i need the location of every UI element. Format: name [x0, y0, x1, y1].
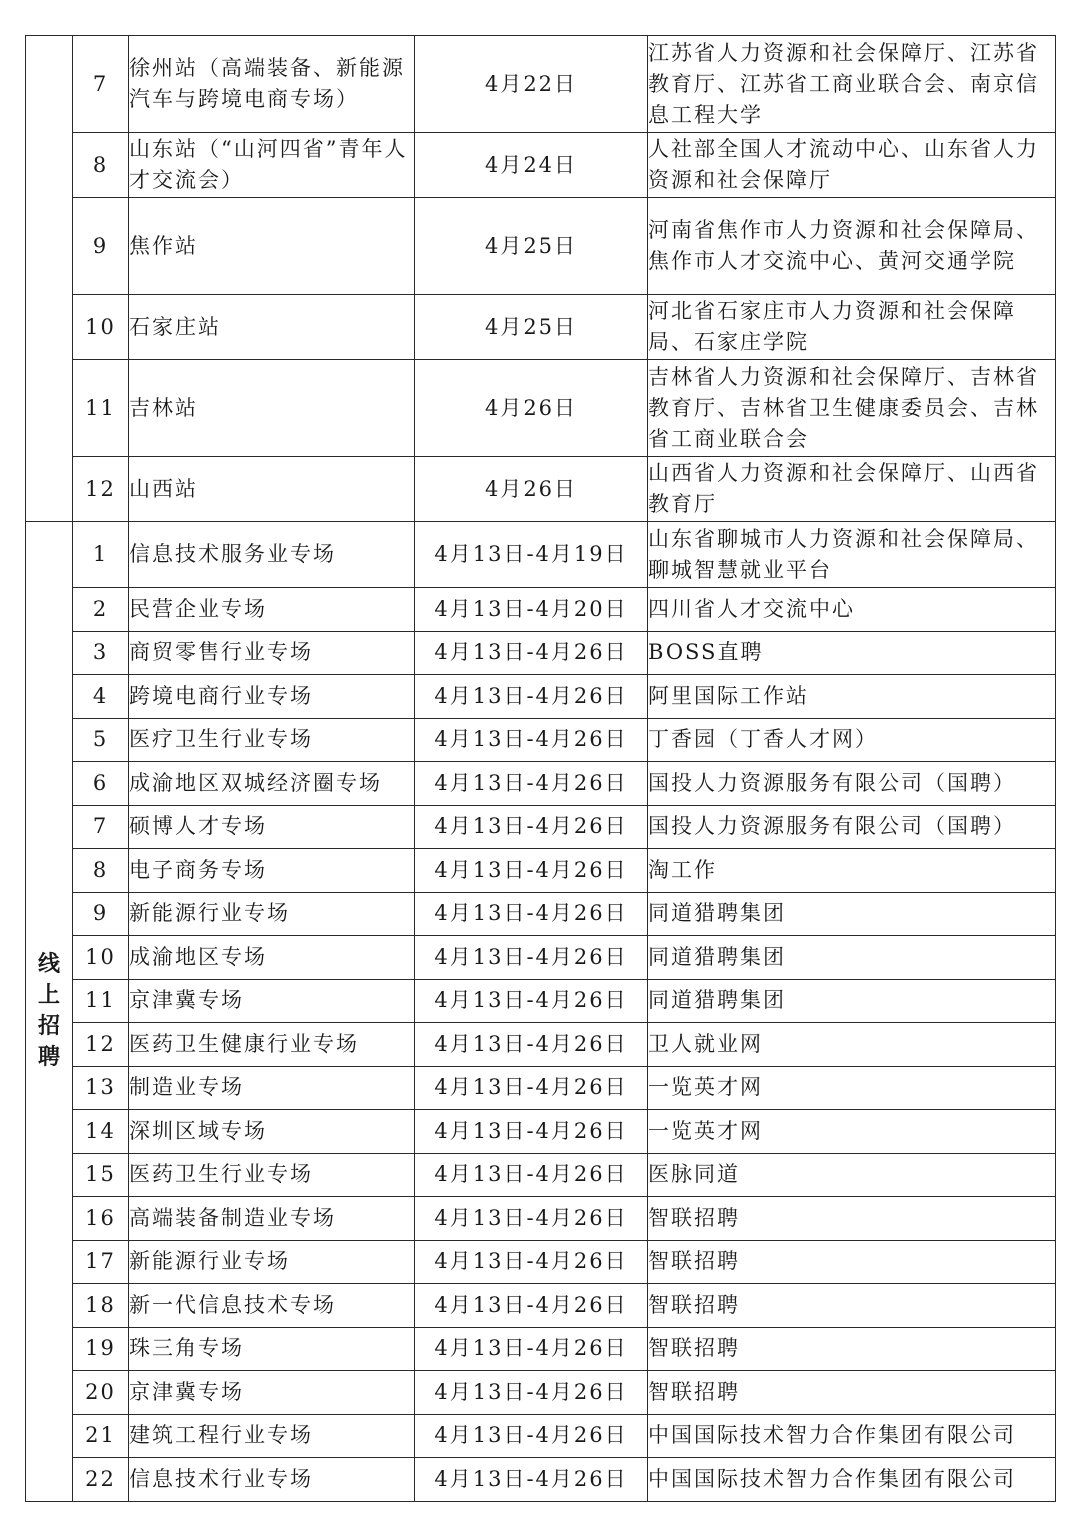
row-number: 11	[73, 979, 129, 1023]
event-date: 4月13日-4月26日	[415, 849, 648, 893]
event-date: 4月13日-4月26日	[415, 1327, 648, 1371]
table-row	[26, 1284, 1056, 1328]
event-date: 4月25日	[415, 295, 648, 360]
row-number: 17	[73, 1240, 129, 1284]
event-name: 医药卫生健康行业专场	[129, 1023, 415, 1067]
organizer: 吉林省人力资源和社会保障厅、吉林省教育厅、吉林省卫生健康委员会、吉林省工商业联合会	[648, 360, 1056, 457]
event-date: 4月13日-4月26日	[415, 805, 648, 849]
event-name: 商贸零售行业专场	[129, 631, 415, 675]
table-row	[26, 1371, 1056, 1415]
table-row	[26, 1458, 1056, 1502]
table-row	[26, 588, 1056, 632]
event-date: 4月13日-4月26日	[415, 892, 648, 936]
event-date: 4月13日-4月26日	[415, 631, 648, 675]
event-date: 4月13日-4月26日	[415, 1110, 648, 1154]
event-date: 4月13日-4月26日	[415, 1414, 648, 1458]
event-date: 4月13日-4月19日	[415, 522, 648, 588]
event-date: 4月13日-4月26日	[415, 718, 648, 762]
event-name: 建筑工程行业专场	[129, 1414, 415, 1458]
event-date: 4月13日-4月26日	[415, 979, 648, 1023]
organizer: 山西省人力资源和社会保障厅、山西省教育厅	[648, 457, 1056, 522]
category-cell	[26, 36, 73, 522]
table-row	[26, 892, 1056, 936]
event-date: 4月22日	[415, 36, 648, 133]
event-name: 医疗卫生行业专场	[129, 718, 415, 762]
organizer: 中国国际技术智力合作集团有限公司	[648, 1458, 1056, 1502]
table-row	[26, 1414, 1056, 1458]
table-row	[26, 805, 1056, 849]
event-name: 新能源行业专场	[129, 892, 415, 936]
organizer: 智联招聘	[648, 1284, 1056, 1328]
event-name: 成渝地区双城经济圈专场	[129, 762, 415, 806]
event-name: 徐州站（高端装备、新能源汽车与跨境电商专场）	[129, 36, 415, 133]
event-name: 成渝地区专场	[129, 936, 415, 980]
event-name: 石家庄站	[129, 295, 415, 360]
event-name: 医药卫生行业专场	[129, 1153, 415, 1197]
table-row	[26, 979, 1056, 1023]
table-row	[26, 1327, 1056, 1371]
row-number: 9	[73, 892, 129, 936]
event-date: 4月13日-4月26日	[415, 762, 648, 806]
event-date: 4月13日-4月26日	[415, 1023, 648, 1067]
table-row	[26, 1110, 1056, 1154]
organizer: 中国国际技术智力合作集团有限公司	[648, 1414, 1056, 1458]
organizer: 丁香园（丁香人才网）	[648, 718, 1056, 762]
row-number: 12	[73, 1023, 129, 1067]
organizer: 四川省人才交流中心	[648, 588, 1056, 632]
table-row	[26, 762, 1056, 806]
organizer: 山东省聊城市人力资源和社会保障局、聊城智慧就业平台	[648, 522, 1056, 588]
recruitment-schedule-table	[25, 35, 1056, 1502]
event-name: 山西站	[129, 457, 415, 522]
organizer: 同道猎聘集团	[648, 936, 1056, 980]
category-cell	[26, 522, 73, 1502]
row-number: 6	[73, 762, 129, 806]
organizer: 江苏省人力资源和社会保障厅、江苏省教育厅、江苏省工商业联合会、南京信息工程大学	[648, 36, 1056, 133]
organizer: 医脉同道	[648, 1153, 1056, 1197]
row-number: 20	[73, 1371, 129, 1415]
row-number: 2	[73, 588, 129, 632]
table-row	[26, 522, 1056, 588]
event-date: 4月13日-4月26日	[415, 675, 648, 719]
event-name: 珠三角专场	[129, 1327, 415, 1371]
event-name: 焦作站	[129, 198, 415, 295]
organizer: 智联招聘	[648, 1327, 1056, 1371]
event-name: 信息技术行业专场	[129, 1458, 415, 1502]
table-row	[26, 1066, 1056, 1110]
organizer: 人社部全国人才流动中心、山东省人力资源和社会保障厅	[648, 133, 1056, 198]
organizer: 一览英才网	[648, 1066, 1056, 1110]
organizer: 阿里国际工作站	[648, 675, 1056, 719]
row-number: 21	[73, 1414, 129, 1458]
table-row	[26, 1197, 1056, 1241]
row-number: 5	[73, 718, 129, 762]
row-number: 14	[73, 1110, 129, 1154]
row-number: 8	[73, 849, 129, 893]
table-row	[26, 675, 1056, 719]
organizer: 河北省石家庄市人力资源和社会保障局、石家庄学院	[648, 295, 1056, 360]
row-number: 16	[73, 1197, 129, 1241]
event-date: 4月13日-4月26日	[415, 1284, 648, 1328]
table-row	[26, 718, 1056, 762]
row-number: 22	[73, 1458, 129, 1502]
event-name: 吉林站	[129, 360, 415, 457]
organizer: 国投人力资源服务有限公司（国聘）	[648, 805, 1056, 849]
row-number: 19	[73, 1327, 129, 1371]
event-date: 4月13日-4月26日	[415, 1371, 648, 1415]
event-date: 4月25日	[415, 198, 648, 295]
table-row	[26, 133, 1056, 198]
organizer: 同道猎聘集团	[648, 892, 1056, 936]
event-name: 京津冀专场	[129, 1371, 415, 1415]
category-label: 线上招聘	[37, 951, 60, 1071]
organizer: 智联招聘	[648, 1371, 1056, 1415]
table-row	[26, 360, 1056, 457]
row-number: 3	[73, 631, 129, 675]
organizer: 智联招聘	[648, 1197, 1056, 1241]
event-name: 高端装备制造业专场	[129, 1197, 415, 1241]
organizer: 河南省焦作市人力资源和社会保障局、焦作市人才交流中心、黄河交通学院	[648, 198, 1056, 295]
event-name: 新能源行业专场	[129, 1240, 415, 1284]
event-name: 制造业专场	[129, 1066, 415, 1110]
event-name: 新一代信息技术专场	[129, 1284, 415, 1328]
row-number: 15	[73, 1153, 129, 1197]
event-date: 4月13日-4月20日	[415, 588, 648, 632]
organizer: BOSS直聘	[648, 631, 1056, 675]
table-row	[26, 1153, 1056, 1197]
table-row	[26, 295, 1056, 360]
row-number: 4	[73, 675, 129, 719]
table-row	[26, 1240, 1056, 1284]
event-name: 深圳区域专场	[129, 1110, 415, 1154]
event-date: 4月13日-4月26日	[415, 936, 648, 980]
row-number: 9	[73, 198, 129, 295]
table-row	[26, 849, 1056, 893]
organizer: 淘工作	[648, 849, 1056, 893]
event-date: 4月24日	[415, 133, 648, 198]
event-name: 信息技术服务业专场	[129, 522, 415, 588]
table-row	[26, 631, 1056, 675]
row-number: 18	[73, 1284, 129, 1328]
organizer: 一览英才网	[648, 1110, 1056, 1154]
row-number: 10	[73, 295, 129, 360]
event-date: 4月26日	[415, 360, 648, 457]
event-date: 4月13日-4月26日	[415, 1066, 648, 1110]
event-name: 京津冀专场	[129, 979, 415, 1023]
event-name: 电子商务专场	[129, 849, 415, 893]
row-number: 1	[73, 522, 129, 588]
organizer: 国投人力资源服务有限公司（国聘）	[648, 762, 1056, 806]
row-number: 12	[73, 457, 129, 522]
event-name: 跨境电商行业专场	[129, 675, 415, 719]
organizer: 智联招聘	[648, 1240, 1056, 1284]
row-number: 8	[73, 133, 129, 198]
event-name: 山东站（“山河四省”青年人才交流会）	[129, 133, 415, 198]
organizer: 卫人就业网	[648, 1023, 1056, 1067]
organizer: 同道猎聘集团	[648, 979, 1056, 1023]
row-number: 10	[73, 936, 129, 980]
table-row	[26, 936, 1056, 980]
table-row	[26, 457, 1056, 522]
row-number: 7	[73, 805, 129, 849]
row-number: 7	[73, 36, 129, 133]
event-date: 4月13日-4月26日	[415, 1153, 648, 1197]
row-number: 13	[73, 1066, 129, 1110]
event-date: 4月26日	[415, 457, 648, 522]
table-row	[26, 198, 1056, 295]
event-date: 4月13日-4月26日	[415, 1240, 648, 1284]
event-date: 4月13日-4月26日	[415, 1197, 648, 1241]
event-name: 硕博人才专场	[129, 805, 415, 849]
row-number: 11	[73, 360, 129, 457]
table-row	[26, 1023, 1056, 1067]
event-name: 民营企业专场	[129, 588, 415, 632]
table-row	[26, 36, 1056, 133]
event-date: 4月13日-4月26日	[415, 1458, 648, 1502]
